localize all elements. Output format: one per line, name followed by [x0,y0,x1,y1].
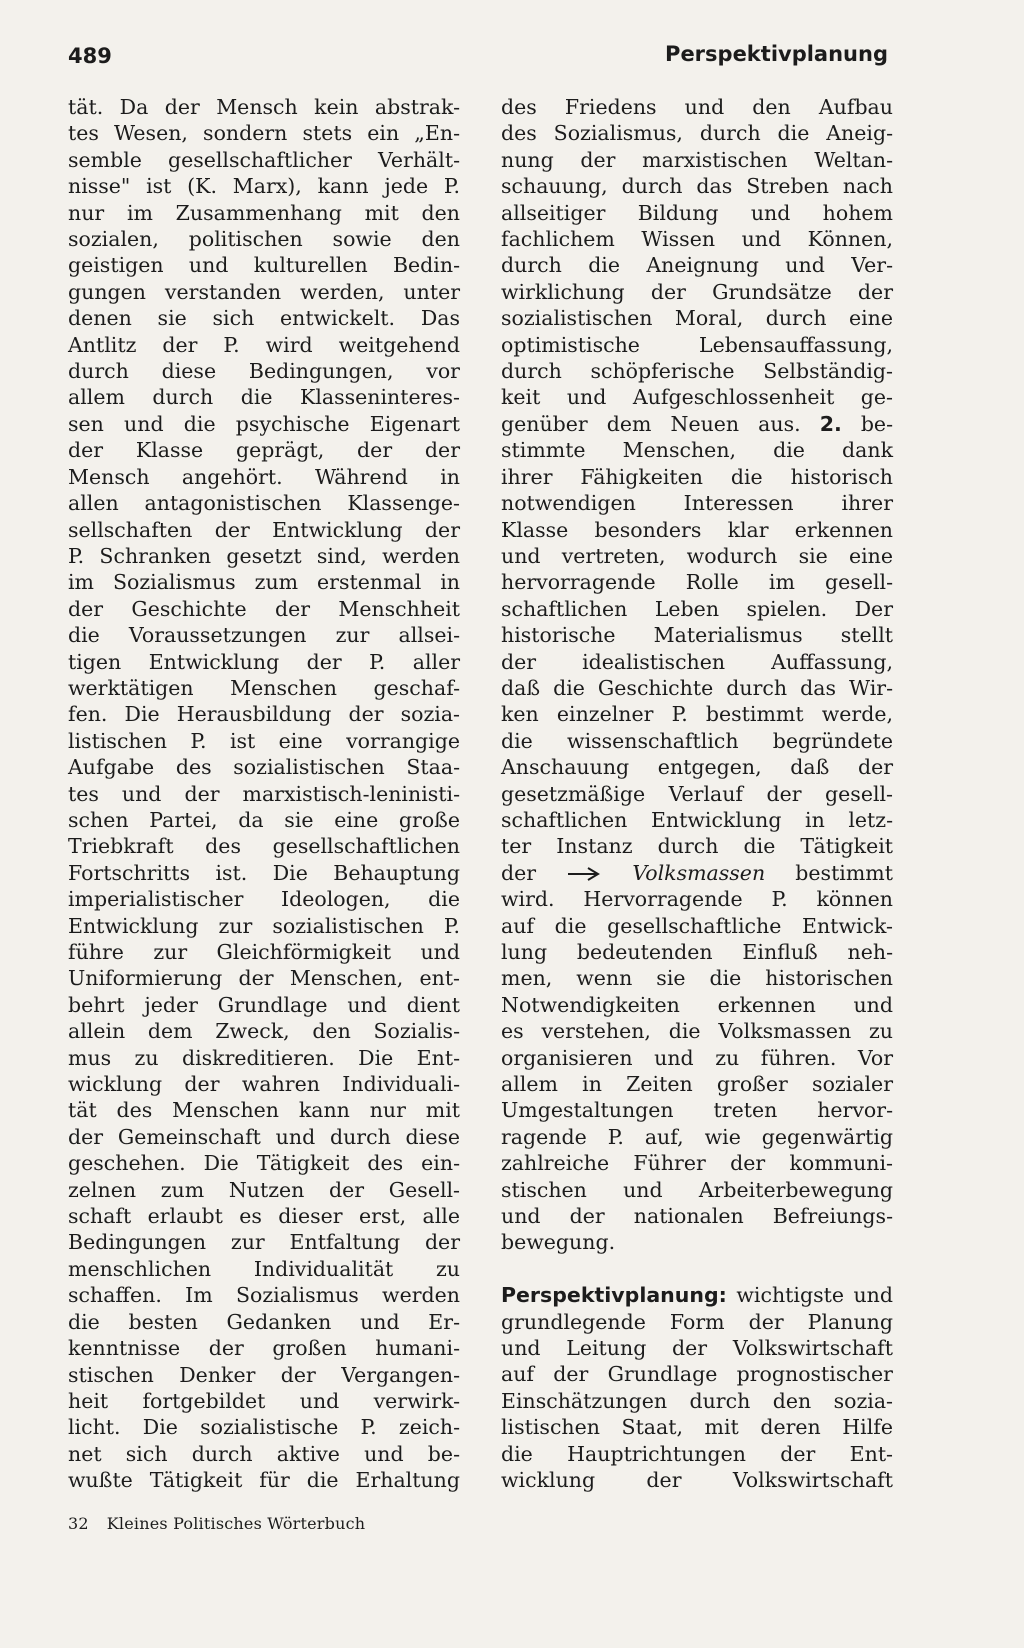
text-line: geistigen und kulturellen Bedin- [68,253,460,278]
text-line: tigen Entwicklung der P. aller [68,649,460,674]
sense-number: 2. [819,411,842,436]
cross-reference-arrow-icon [566,867,602,881]
right-block-c [501,886,893,1256]
left-column [68,94,460,1494]
text-line: tes Wesen, sondern stets ein „En- [68,121,460,146]
text-line: denen sie sich entwickelt. Das [68,306,460,331]
text-line: und Leitung der Volkswirtschaft [501,1336,893,1361]
text-line: fen. Die Herausbildung der sozia- [68,702,460,727]
page-number: 489 [68,44,112,68]
text-line: Anschauung entgegen, daß der [501,755,893,780]
text-line: Aufgabe des sozialistischen Staa- [68,755,460,780]
text-line: gungen verstanden werden, unter [68,279,460,304]
text-line: semble gesellschaftlicher Verhält- [68,147,460,172]
text-line: des Friedens und den Aufbau [501,95,893,119]
text-line: die besten Gedanken und Er- [68,1309,460,1334]
text-line: schen Partei, da sie eine große [68,807,460,832]
text-line: ter Instanz durch die Tätigkeit [501,834,893,859]
text-line: kenntnisse der großen humani- [68,1336,460,1361]
text-line: imperialistischer Ideologen, die [68,887,460,912]
page-footer [68,1514,365,1533]
text-line: schaft erlaubt es dieser erst, alle [68,1204,460,1229]
text-line: der idealistischen Auffassung, [501,649,893,674]
text-line: P. Schranken gesetzt sind, werden [68,543,460,568]
text-line: sen und die psychische Eigenart [68,411,460,436]
text-line: nung der marxistischen Weltan- [501,147,893,172]
running-head: Perspektivplanung [665,42,888,66]
text-line: mus zu diskreditieren. Die Ent- [68,1045,460,1070]
text-line: geschehen. Die Tätigkeit des ein- [68,1151,460,1176]
text-line: wußte Tätigkeit für die Erhaltung [68,1468,460,1493]
text-line: Triebkraft des gesellschaftlichen [68,834,460,859]
text-line: hervorragende Rolle im gesell- [501,570,893,595]
text-line: daß die Geschichte durch das Wir- [501,675,893,700]
text-line: allseitiger Bildung und hohem [501,200,893,225]
book-title: Kleines Politisches Wörterbuch [106,1514,366,1533]
text-line: schaftlichen Entwicklung in letz- [501,807,893,832]
text-line: und vertreten, wodurch sie eine [501,543,893,568]
text-line: werktätigen Menschen geschaf- [68,675,460,700]
text-line: genüber dem Neuen aus. 2. be- [501,411,893,436]
text-line: licht. Die sozialistische P. zeich- [68,1415,460,1440]
right-block-d [501,1309,893,1494]
entry-headword-line: Perspektivplanung: wichtigste und [501,1283,893,1308]
text-line: stimmte Menschen, die dank [501,438,893,463]
right-block-b [501,437,893,860]
text-line: Klasse besonders klar erkennen [501,517,893,542]
text-line: allen antagonistischen Klassenge- [68,491,460,516]
text-line: die Hauptrichtungen der Ent- [501,1441,893,1466]
text-line: durch diese Bedingungen, vor [68,359,460,384]
text-line: bewegung. [501,1230,616,1255]
text-line: allem in Zeiten großer sozialer [501,1072,893,1097]
text-line: auf der Grundlage prognostischer [501,1362,893,1387]
cross-reference-line: der Volksmassen bestimmt [501,860,893,885]
entry-headword: Perspektivplanung: [501,1283,727,1308]
text-line: historische Materialismus stellt [501,623,893,648]
text-line: die wissenschaftlich begründete [501,728,893,753]
text-line: schauung, durch das Streben nach [501,174,893,199]
text-line: listischen Staat, mit deren Hilfe [501,1415,893,1440]
text-line: heit fortgebildet und verwirk- [68,1388,460,1413]
text-line: grundlegende Form der Planung [501,1309,893,1334]
text-line: Uniformierung der Menschen, ent- [68,966,460,991]
text-line: behrt jeder Grundlage und dient [68,992,460,1017]
text-line: Mensch angehört. Während in [68,464,460,489]
text-line: zelnen zum Nutzen der Gesell- [68,1177,460,1202]
text-line: wirklichung der Grundsätze der [501,279,893,304]
text-line: schaffen. Im Sozialismus werden [68,1283,460,1308]
text-line: net sich durch aktive und be- [68,1441,460,1466]
text-line: men, wenn sie die historischen [501,966,893,991]
text-line: der Geschichte der Menschheit [68,596,460,621]
text-line: und der nationalen Befreiungs- [501,1204,893,1229]
text-line: Bedingungen zur Entfaltung der [68,1230,460,1255]
signature-mark: 32 [68,1514,89,1533]
text-line: allem durch die Klasseninteres- [68,385,460,410]
text-line: der Gemeinschaft und durch diese [68,1124,460,1149]
text-line: listischen P. ist eine vorrangige [68,728,460,753]
text-line: optimistische Lebensauffassung, [501,332,893,357]
text-line: lung bedeutenden Einfluß neh- [501,940,893,964]
text-line: stischen und Arbeiterbewegung [501,1177,893,1202]
right-block-a [501,94,893,411]
text-line: wicklung der wahren Individuali- [68,1072,460,1097]
text-line: wird. Hervorragende P. können [501,887,893,912]
text-line: Notwendigkeiten erkennen und [501,992,893,1017]
text-line: nur im Zusammenhang mit den [68,200,460,225]
text-line: notwendigen Interessen ihrer [501,491,893,516]
text-line: Fortschritts ist. Die Behauptung [68,860,460,885]
text-line: ragende P. auf, wie gegenwärtig [501,1124,893,1149]
text-line: sozialen, politischen sowie den [68,227,460,252]
text-line: auf die gesellschaftliche Entwick- [501,913,893,938]
text-line: schaftlichen Leben spielen. Der [501,596,893,621]
text-line: gesetzmäßige Verlauf der gesell- [501,781,893,806]
text-line: sozialistischen Moral, durch eine [501,306,893,331]
text-line: der Klasse geprägt, der der [68,438,460,463]
text-line: sellschaften der Entwicklung der [68,517,460,542]
text-line: ken einzelner P. bestimmt werde, [501,702,893,727]
text-line: im Sozialismus zum erstenmal in [68,570,460,595]
text-line: wicklung der Volkswirtschaft [501,1468,893,1493]
right-column [501,94,893,1494]
text-line: keit und Aufgeschlossenheit ge- [501,385,893,410]
paragraph-gap [501,1256,893,1282]
cross-reference-link[interactable]: Volksmassen [632,860,766,885]
text-line: stischen Denker der Vergangen- [68,1362,460,1387]
text-line: Antlitz der P. wird weitgehend [68,332,460,357]
text-line: führe zur Gleichförmigkeit und [68,940,460,964]
text-line: Umgestaltungen treten hervor- [501,1098,893,1123]
text-line: nisse" ist (K. Marx), kann jede P. [68,174,460,199]
text-line: tes und der marxistisch-leninisti- [68,781,460,806]
text-line: tät. Da der Mensch kein abstrak- [68,95,460,119]
text-line: zahlreiche Führer der kommuni- [501,1151,893,1176]
text-line: durch schöpferische Selbständig- [501,359,893,384]
text-line: Entwicklung zur sozialistischen P. [68,913,460,938]
text-line: menschlichen Individualität zu [68,1256,460,1281]
text-line: fachlichem Wissen und Können, [501,227,893,252]
text-line: durch die Aneignung und Ver- [501,253,893,278]
text-line: des Sozialismus, durch die Aneig- [501,121,893,146]
text-line: tät des Menschen kann nur mit [68,1098,460,1123]
text-line: organisieren und zu führen. Vor [501,1045,893,1070]
text-line: es verstehen, die Volksmassen zu [501,1019,893,1044]
text-line: Einschätzungen durch den sozia- [501,1388,893,1413]
text-line: ihrer Fähigkeiten die historisch [501,464,893,489]
text-line: die Voraussetzungen zur allsei- [68,623,460,648]
text-line: allein dem Zweck, den Sozialis- [68,1019,460,1044]
